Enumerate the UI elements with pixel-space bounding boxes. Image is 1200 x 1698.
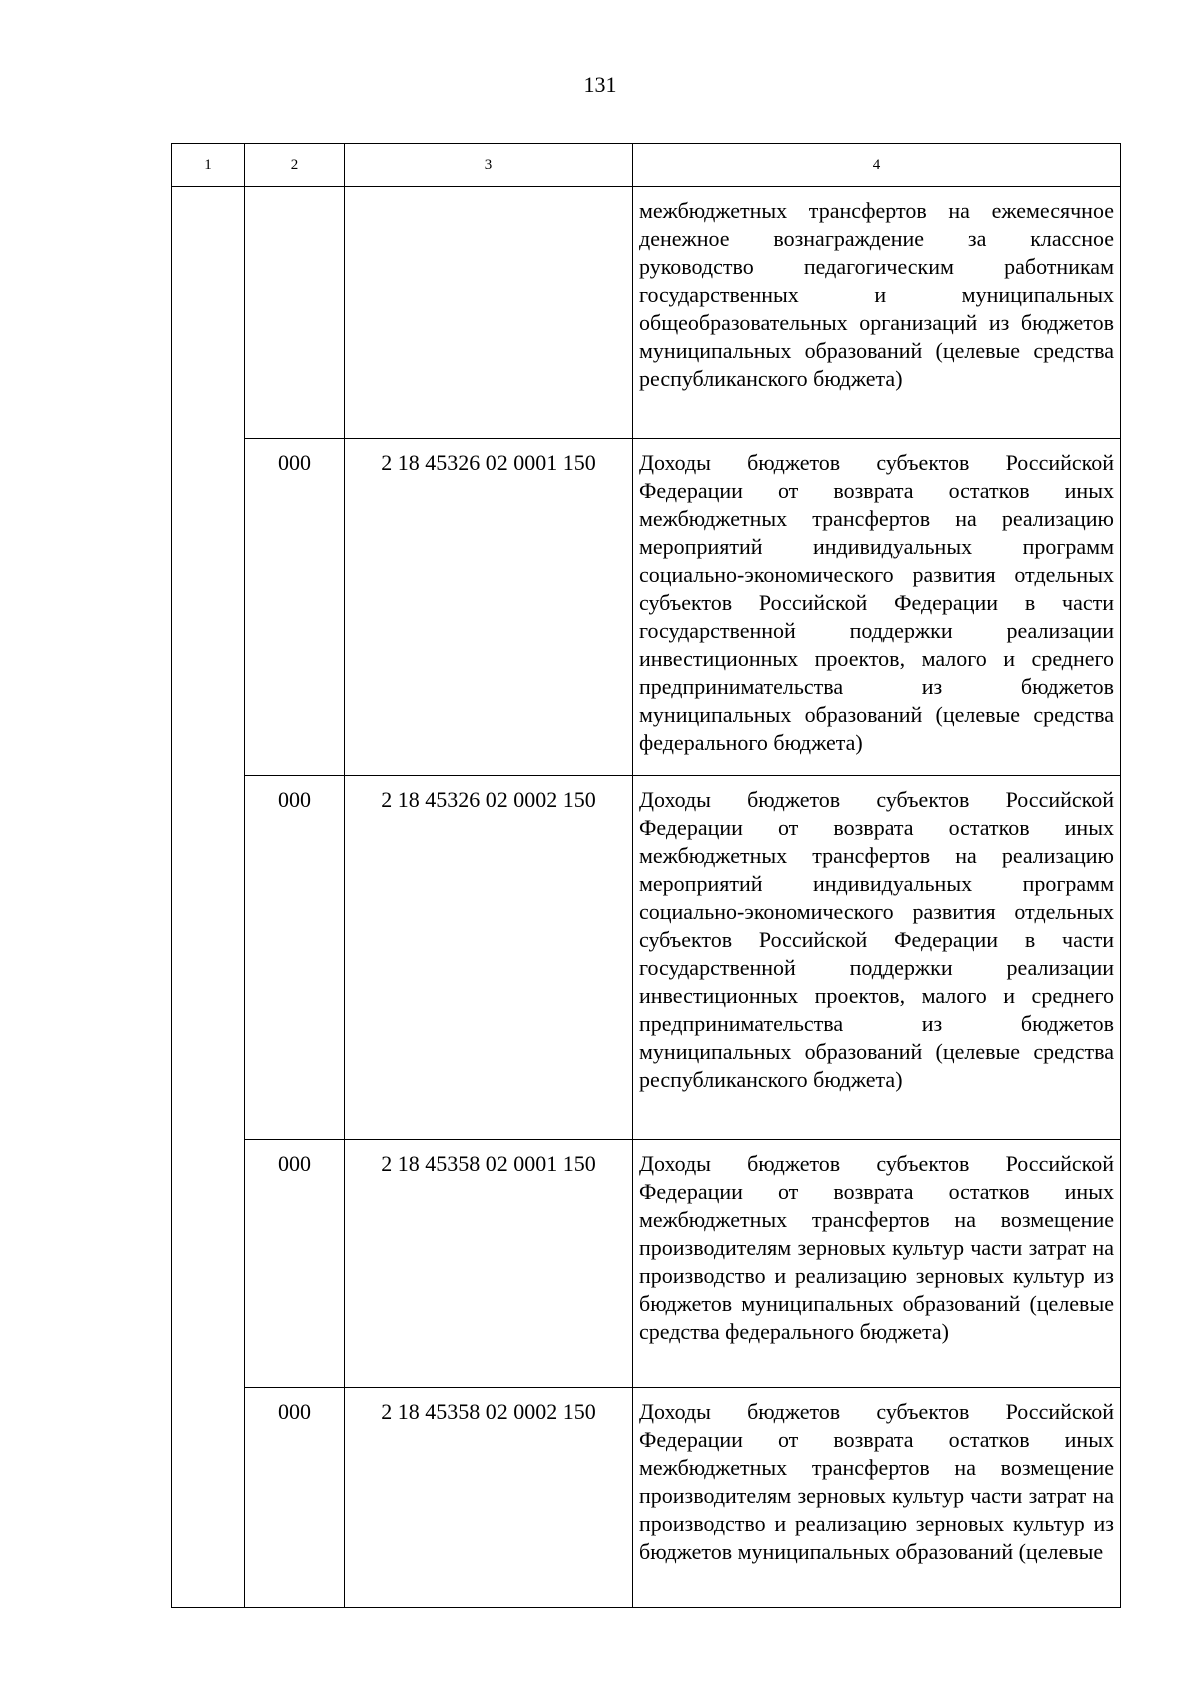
- cell-admin-code: 000: [245, 1140, 345, 1388]
- description-text: Доходы бюджетов субъектов Российской Федерации от возврата остатков иных межбюджетных трансфертов на реализацию мероприятий индивидуальных программ социально-экономического развития отдельных субъектов Российской Федерации в части государственной поддержки реализации инвестиционных проектов, малого и среднего предпринимательства из бюджетов муниципальных образований (целевые средства федерального бюджета): [639, 450, 1114, 755]
- column-header-3: 3: [345, 144, 633, 187]
- table-header-row: [172, 144, 1121, 187]
- cell-admin-code: 000: [245, 1388, 345, 1608]
- description-text: межбюджетных трансфертов на ежемесячное денежное вознаграждение за классное руководство педагогическим работникам государственных и муниципальных общеобразовательных организаций из бюджетов муниципальных образований (целевые средства республиканского бюджета): [639, 198, 1114, 391]
- description-text: Доходы бюджетов субъектов Российской Федерации от возврата остатков иных межбюджетных трансфертов на реализацию мероприятий индивидуальных программ социально-экономического развития отдельных субъектов Российской Федерации в части государственной поддержки реализации инвестиционных проектов, малого и среднего предпринимательства из бюджетов муниципальных образований (целевые средства республиканского бюджета): [639, 787, 1114, 1092]
- column-header-4: 4: [633, 144, 1121, 187]
- cell-col1: [172, 187, 245, 1608]
- cell-budget-code: 2 18 45358 02 0002 150: [345, 1388, 633, 1608]
- table-row: [172, 1388, 1121, 1608]
- cell-description: [633, 1140, 1121, 1388]
- cell-description: [633, 187, 1121, 439]
- description-text: Доходы бюджетов субъектов Российской Федерации от возврата остатков иных межбюджетных трансфертов на возмещение производителям зерновых культур части затрат на производство и реализацию зерновых культур из бюджетов муниципальных образований (целевые: [639, 1399, 1114, 1564]
- budget-codes-table: [171, 143, 1121, 1608]
- cell-description: [633, 439, 1121, 776]
- cell-admin-code: [245, 187, 345, 439]
- table-row: [172, 187, 1121, 439]
- cell-budget-code: 2 18 45326 02 0001 150: [345, 439, 633, 776]
- page-number: 131: [583, 72, 617, 97]
- cell-budget-code: 2 18 45326 02 0002 150: [345, 776, 633, 1140]
- cell-description: [633, 776, 1121, 1140]
- cell-budget-code: 2 18 45358 02 0001 150: [345, 1140, 633, 1388]
- table-row: [172, 439, 1121, 776]
- column-header-2: 2: [245, 144, 345, 187]
- cell-budget-code: [345, 187, 633, 439]
- cell-description: [633, 1388, 1121, 1608]
- description-text: Доходы бюджетов субъектов Российской Федерации от возврата остатков иных межбюджетных трансфертов на возмещение производителям зерновых культур части затрат на производство и реализацию зерновых культур из бюджетов муниципальных образований (целевые средства федерального бюджета): [639, 1151, 1114, 1344]
- table-row: [172, 776, 1121, 1140]
- table-row: [172, 1140, 1121, 1388]
- column-header-1: 1: [172, 144, 245, 187]
- cell-admin-code: 000: [245, 439, 345, 776]
- cell-admin-code: 000: [245, 776, 345, 1140]
